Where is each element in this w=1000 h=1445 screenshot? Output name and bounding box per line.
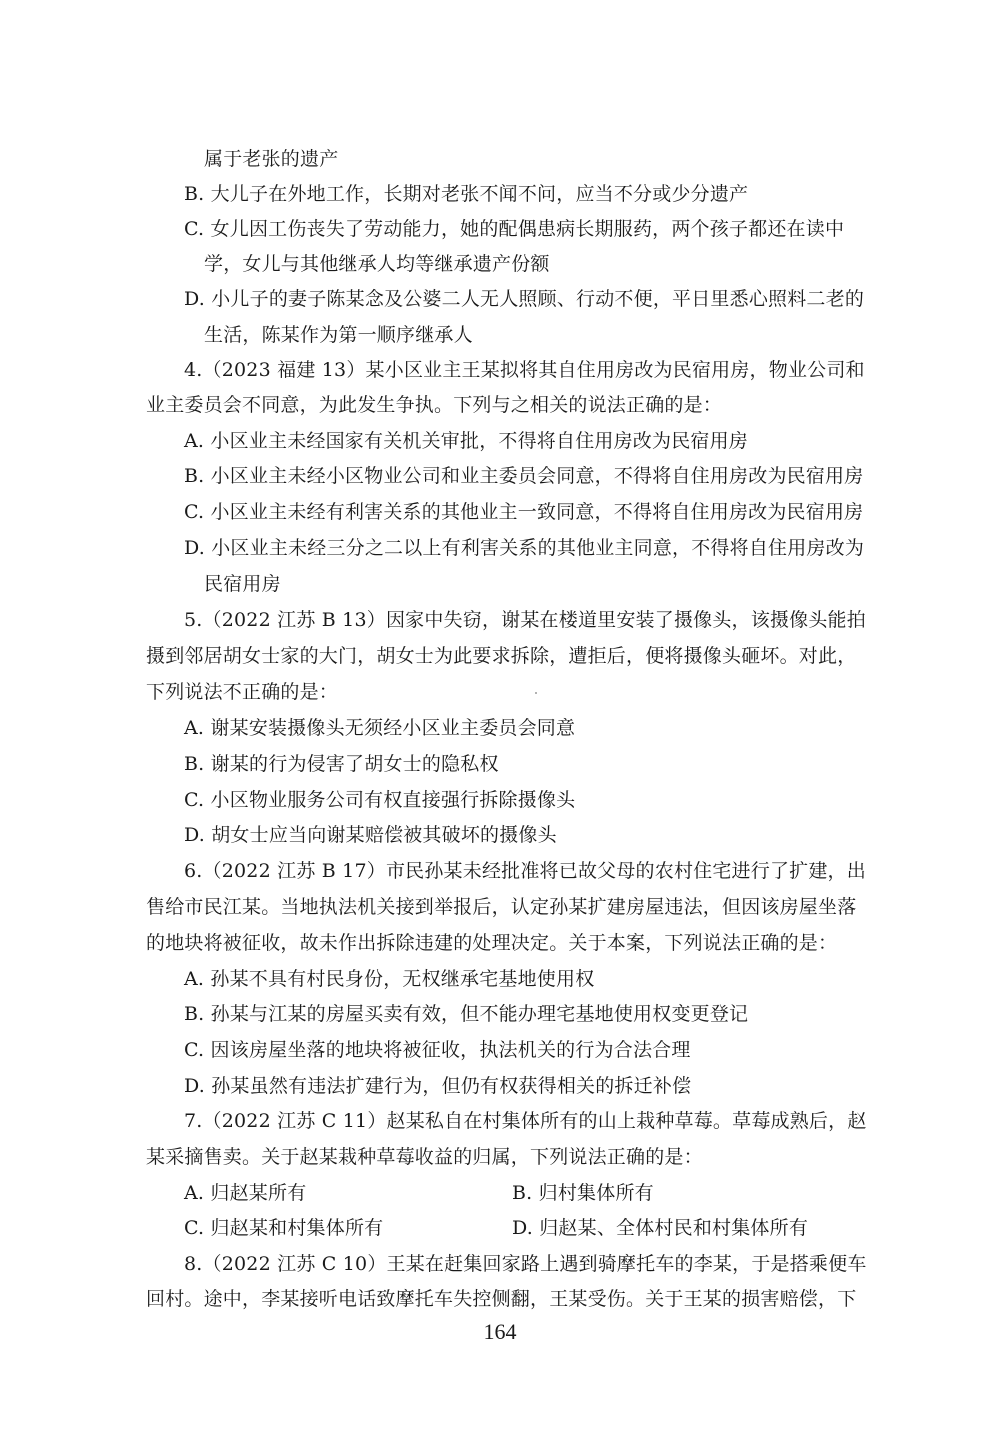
text-line: 学，女儿与其他继承人均等继承遗产份额 — [204, 253, 550, 275]
text-line: 生活，陈某作为第一顺序继承人 — [204, 324, 473, 346]
option-c: C. 女儿因工伤丧失了劳动能力，她的配偶患病长期服药，两个孩子都还在读中 — [184, 218, 845, 240]
option-b: B. 小区业主未经小区物业公司和业主委员会同意，不得将自住用房改为民宿用房 — [184, 465, 864, 487]
option-b: B. 孙某与江某的房屋买卖有效，但不能办理宅基地使用权变更登记 — [184, 1003, 749, 1025]
option-c: C. 小区物业服务公司有权直接强行拆除摄像头 — [184, 789, 576, 811]
option-a: A. 小区业主未经国家有关机关审批，不得将自住用房改为民宿用房 — [184, 430, 749, 452]
question-5: 5.（2022 江苏 B 13）因家中失窃，谢某在楼道里安装了摄像头，该摄像头能拍 — [184, 609, 866, 631]
option-b: B. 大儿子在外地工作，长期对老张不闻不问，应当不分或少分遗产 — [184, 183, 749, 205]
option-d: D. 胡女士应当向谢某赔偿被其破坏的摄像头 — [184, 824, 557, 846]
option-d: D. 小区业主未经三分之二以上有利害关系的其他业主同意，不得将自住用房改为 — [184, 537, 865, 559]
option-b: B. 谢某的行为侵害了胡女士的隐私权 — [184, 753, 499, 775]
option-b: B. 归村集体所有 — [512, 1182, 654, 1204]
option-a: A. 孙某不具有村民身份，无权继承宅基地使用权 — [184, 968, 595, 990]
text-line: 的地块将被征收，故未作出拆除违建的处理决定。关于本案，下列说法正确的是： — [146, 932, 838, 954]
option-d: D. 小儿子的妻子陈某念及公婆二人无人照顾、行动不便，平日里悉心照料二老的 — [184, 288, 865, 310]
text-line: 业主委员会不同意，为此发生争执。下列与之相关的说法正确的是： — [146, 394, 723, 416]
text-line: 售给市民江某。当地执法机关接到举报后，认定孙某扩建房屋违法，但因该房屋坐落 — [146, 896, 857, 918]
text-line: 回村。途中，李某接听电话致摩托车失控侧翻，王某受伤。关于王某的损害赔偿，下 — [146, 1288, 857, 1310]
text-line: 民宿用房 — [204, 573, 281, 595]
text-line: 某采摘售卖。关于赵某栽种草莓收益的归属，下列说法正确的是： — [146, 1146, 703, 1168]
question-7: 7.（2022 江苏 C 11）赵某私自在村集体所有的山上栽种草莓。草莓成熟后，赵 — [184, 1110, 867, 1132]
text-line: 摄到邻居胡女士家的大门，胡女士为此要求拆除，遭拒后，便将摄像头砸坏。对此， — [146, 645, 857, 667]
option-c: C. 小区业主未经有利害关系的其他业主一致同意，不得将自住用房改为民宿用房 — [184, 501, 864, 523]
option-a: A. 归赵某所有 — [184, 1182, 307, 1204]
scan-speck — [535, 692, 537, 694]
text-line: 下列说法不正确的是： — [146, 681, 339, 703]
question-8: 8.（2022 江苏 C 10）王某在赶集回家路上遇到骑摩托车的李某，于是搭乘便车 — [184, 1253, 867, 1275]
page-number: 164 — [483, 1319, 517, 1344]
text-line: 属于老张的遗产 — [204, 148, 339, 170]
option-c: C. 因该房屋坐落的地块将被征收，执法机关的行为合法合理 — [184, 1039, 691, 1061]
option-d: D. 孙某虽然有违法扩建行为，但仍有权获得相关的拆迁补偿 — [184, 1075, 692, 1097]
question-6: 6.（2022 江苏 B 17）市民孙某未经批准将已故父母的农村住宅进行了扩建，出 — [184, 860, 866, 882]
option-c: C. 归赵某和村集体所有 — [184, 1217, 384, 1239]
option-a: A. 谢某安装摄像头无须经小区业主委员会同意 — [184, 717, 576, 739]
option-d: D. 归赵某、全体村民和村集体所有 — [512, 1217, 809, 1239]
question-4: 4.（2023 福建 13）某小区业主王某拟将其自住用房改为民宿用房，物业公司和 — [184, 359, 865, 381]
